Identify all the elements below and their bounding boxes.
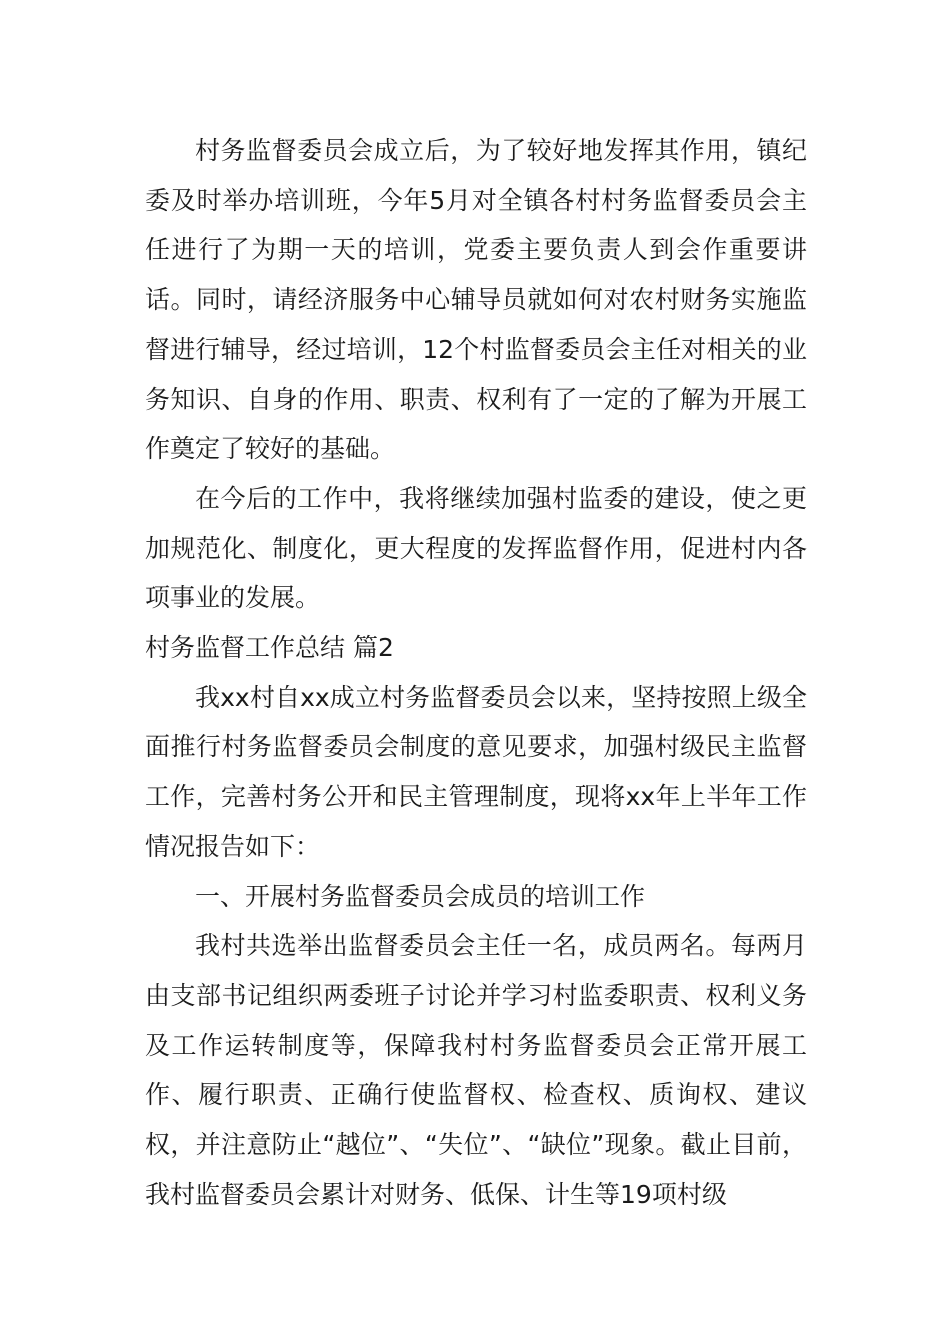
body-paragraph: 我xx村自xx成立村务监督委员会以来，坚持按照上级全面推行村务监督委员会制度的意见要求，加强村级民主监督工作，完善村务公开和民主管理制度，现将xx年上半年工作情况报告如下： <box>145 682 807 861</box>
body-paragraph: 在今后的工作中，我将继续加强村监委的建设，使之更加规范化、制度化，更大程度的发挥监督作用，促进村内各项事业的发展。 <box>145 483 807 613</box>
body-paragraph: 我村共选举出监督委员会主任一名，成员两名。每两月由支部书记组织两委班子讨论并学习村监委职责、权利义务及工作运转制度等，保障我村村务监督委员会正常开展工作、履行职责、正确行使监督权、检查权、质询权、建议权，并注意防止“越位”、“失位”、“缺位”现象。截止目前，我村监督委员会累计对财务、低保、计生等19项村级 <box>145 931 807 1209</box>
document-body <box>145 126 807 1219</box>
subsection-heading: 一、开展村务监督委员会成员的培训工作 <box>195 881 646 911</box>
section-title: 村务监督工作总结 篇2 <box>145 633 394 663</box>
body-paragraph: 村务监督委员会成立后，为了较好地发挥其作用，镇纪委及时举办培训班，今年5月对全镇各村村务监督委员会主任进行了为期一天的培训，党委主要负责人到会作重要讲话。同时，请经济服务中心辅导员就如何对农村财务实施监督进行辅导，经过培训，12个村监督委员会主任对相关的业务知识、自身的作用、职责、权利有了一定的了解为开展工作奠定了较好的基础。 <box>145 136 807 464</box>
